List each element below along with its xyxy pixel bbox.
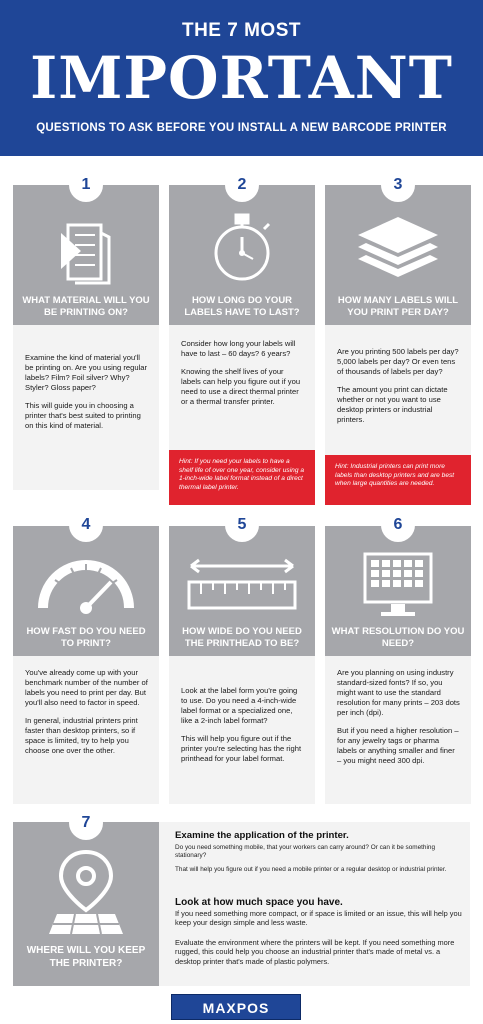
header-line2: IMPORTANT: [30, 44, 453, 112]
card-7-text-1a: Do you need something mobile, that your workers can carry around? Or can it be something stationary?: [175, 844, 436, 860]
card-2-hint: Hint: If you need your labels to have a shelf life of over one year, consider using a 1-inch-wide label format instead of a direct thermal label printer.: [169, 450, 315, 505]
stopwatch-icon: [169, 209, 315, 287]
ruler-icon: [169, 548, 315, 626]
card-2-number: 2: [225, 168, 259, 202]
card-5-text-b: This will help you figure out if the printer you're selecting has the right printhead for your label format.: [181, 734, 302, 763]
card-3-hint: Hint: Industrial printers can print more labels than desktop printers and are best when large quantities are needed.: [325, 455, 471, 505]
card-4-number: 4: [69, 508, 103, 542]
maxpos-logo: MAXPOS: [171, 994, 301, 1020]
card-5-header: [169, 526, 315, 656]
card-2-body: [169, 325, 315, 450]
card-6-text-b: But if you need a higher resolution – for any jewelry tags or pharma labels or anything smaller and finer – you might need 300 dpi.: [337, 726, 459, 765]
card-6-header: [325, 526, 471, 656]
card-2-header: [169, 185, 315, 325]
layers-icon: [325, 209, 471, 287]
monitor-icon: [325, 546, 471, 624]
card-2-title: HOW LONG DO YOUR LABELS HAVE TO LAST?: [184, 295, 300, 318]
card-6-number: 6: [381, 508, 415, 542]
card-4-text-a: You've already come up with your benchmark number of the number of labels you need to print per day. But you'll also need to factor in speed.: [25, 668, 148, 707]
card-3-title: HOW MANY LABELS WILL YOU PRINT PER DAY?: [337, 295, 459, 318]
card-1-header: [13, 185, 159, 325]
card-5-title: HOW WIDE DO YOU NEED THE PRINTHEAD TO BE?: [182, 626, 302, 649]
header-banner: [0, 0, 483, 156]
card-4-body: [13, 656, 159, 804]
card-5-text-a: Look at the label form you're going to use. Do you need a 4-inch-wide label format or a specialized one, like a 2-inch label format?: [181, 686, 298, 725]
card-7-text-2a: If you need something more compact, or if space is limited or an issue, this will help you keep your design simple and less waste.: [175, 909, 462, 928]
card-7-header: [13, 822, 159, 986]
card-3-text-b: The amount you print can dictate whether or not you want to use desktop printers or industrial printers.: [337, 385, 448, 424]
card-1-text-b: This will guide you in choosing a printer that's best suited to printing on this kind of material.: [25, 401, 141, 430]
card-4-header: [13, 526, 159, 656]
card-7-heading-1: Examine the application of the printer.: [175, 830, 349, 841]
card-2-text-a: Consider how long your labels will have to last – 60 days? 6 years?: [181, 339, 296, 358]
card-1-body: [13, 325, 159, 490]
header-line3: QUESTIONS TO ASK BEFORE YOU INSTALL A NEW BARCODE PRINTER: [36, 122, 447, 134]
location-pin-icon: [13, 848, 159, 938]
card-5-body: [169, 656, 315, 804]
card-2-text-b: Knowing the shelf lives of your labels can help you figure out if you need to use a direct thermal printer or a thermal transfer printer.: [181, 367, 301, 406]
card-5-number: 5: [225, 508, 259, 542]
material-icon: [13, 213, 159, 291]
card-3-text-a: Are you printing 500 labels per day? 5,000 labels per day? Or even tens of thousands of labels per day?: [337, 347, 459, 376]
card-4-text-b: In general, industrial printers print faster than desktop printers, so if space is limited, try to help you choose one over the other.: [25, 716, 138, 755]
card-7-text-2b: Evaluate the environment where the printers will be kept. If you need something more rugged, this could help you choose an industrial printer that's made of metal vs. a desktop printer that's made of plastic polymers.: [175, 938, 455, 966]
card-1-text-a: Examine the kind of material you'll be printing on. Are you using regular labels? Film? Foil silver? Why? Styler? Gloss paper?: [25, 353, 148, 392]
card-3-header: [325, 185, 471, 325]
header-line1: THE 7 MOST: [181, 20, 301, 41]
card-6-title: WHAT RESOLUTION DO YOU NEED?: [331, 626, 465, 649]
card-7-title: WHERE WILL YOU KEEP THE PRINTER?: [26, 945, 146, 969]
card-7-text-1b: That will help you figure out if you need a mobile printer or a regular desktop or industrial printer.: [175, 866, 447, 873]
speedometer-icon: [13, 546, 159, 624]
card-6-body: [325, 656, 471, 804]
card-7-heading-2: Look at how much space you have.: [175, 897, 343, 908]
card-4-title: HOW FAST DO YOU NEED TO PRINT?: [26, 626, 146, 649]
card-3-body: [325, 325, 471, 455]
card-3-number: 3: [381, 168, 415, 202]
card-7-number: 7: [69, 806, 103, 840]
card-6-text-a: Are you planning on using industry standard-sized fonts? If so, you might want to use the standard resolution for many prints – 203 dots per inch (dpi).: [337, 668, 460, 717]
card-1-number: 1: [69, 168, 103, 202]
card-1-title: WHAT MATERIAL WILL YOU BE PRINTING ON?: [22, 295, 150, 318]
